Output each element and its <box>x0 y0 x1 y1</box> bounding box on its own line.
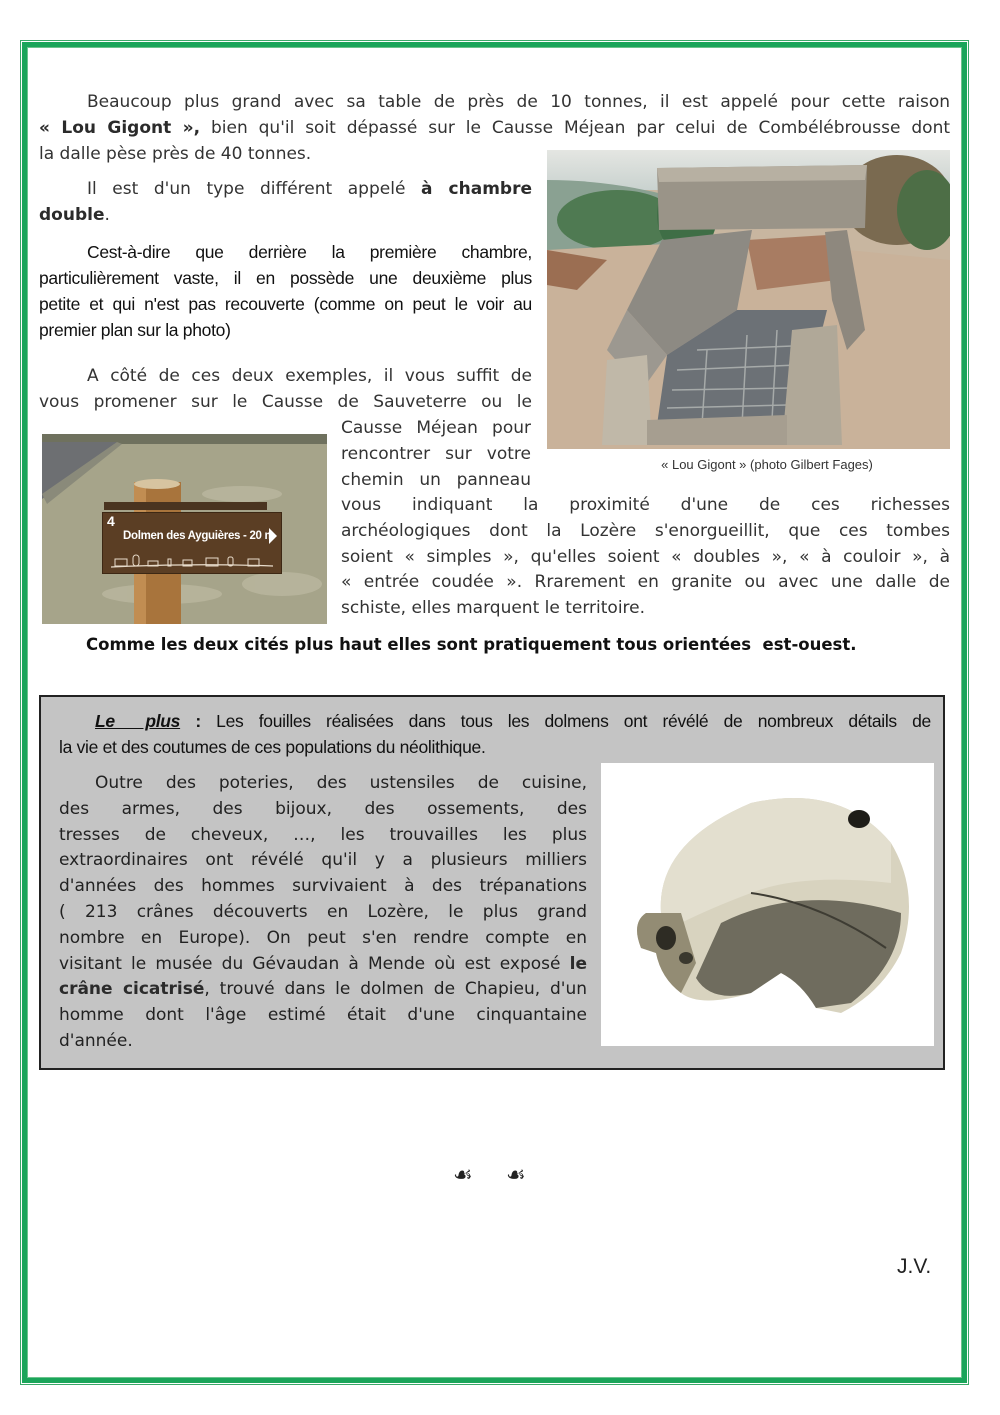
text-line: schiste, elles marquent le territoire. <box>341 598 646 619</box>
dolmen-photo <box>547 150 950 449</box>
paragraph-walk-wide <box>341 493 950 622</box>
text-line <box>59 977 587 1003</box>
text-fragment: visitant le musée du Gévaudan à Mende où est exposé <box>59 953 570 974</box>
text-fragment: Les fouilles réalisées dans tous les dolmens ont révélé de nombreux détails de <box>216 711 931 731</box>
text-line: rencontrer sur votre <box>341 443 531 464</box>
sign-label: Dolmen des Ayguières - 20 m <box>123 530 275 542</box>
sign-number: 4 <box>107 513 115 529</box>
text-line: particulièrement vaste, il en possède une deuxième plus <box>39 268 532 288</box>
trepanned-skull-illustration <box>601 763 934 1046</box>
text-line: A côté de ces deux exemples, il vous suffit de <box>87 366 532 386</box>
text-line: des armes, des bijoux, des ossements, des <box>59 798 587 819</box>
megalith-skyline-icon <box>103 551 281 571</box>
arrow-right-icon <box>269 528 277 544</box>
text-line: chemin un panneau <box>341 469 531 490</box>
dolmen-name: « Lou Gigont », <box>39 117 201 138</box>
dolmen-illustration <box>547 150 950 449</box>
fleuron-ornament-icon: ☙ <box>506 1163 526 1188</box>
text-line: archéologiques dont la Lozère s'enorgueillit, que ces tombes <box>341 520 950 541</box>
le-plus-heading: Le plus <box>95 711 181 731</box>
paragraph-walk-intro <box>39 364 532 416</box>
paragraph-type <box>39 177 532 229</box>
text-line: homme dont l'âge estimé était d'une cinquantaine <box>59 1005 587 1026</box>
dolmen-photo-caption: « Lou Gigont » (photo Gilbert Fages) <box>661 457 873 472</box>
paragraph-walk-narrow <box>341 416 531 493</box>
bold-term: à chambre <box>420 179 532 199</box>
paragraph-double-chamber <box>39 239 532 343</box>
text-line: d'années des hommes survivaient à des trépanations <box>59 876 587 897</box>
author-signature: J.V. <box>897 1255 932 1278</box>
bold-term: double <box>39 204 105 225</box>
text-line: la dalle pèse près de 40 tonnes. <box>39 143 312 164</box>
text-line: la vie et des coutumes de ces populations du néolithique. <box>59 736 486 757</box>
text-line: Beaucoup plus grand avec sa table de près de 10 tonnes, il est appelé pour cette raison <box>87 92 950 112</box>
orientation-note: Comme les deux cités plus haut elles sont pratiquement tous orientées est-ouest. <box>86 635 857 654</box>
le-plus-intro <box>59 709 931 761</box>
text-line: soient « simples », qu'elles soient « doubles », « à couloir », à <box>341 546 950 567</box>
text-line: extraordinaires ont révélé qu'il y a plusieurs milliers <box>59 850 587 871</box>
le-plus-body <box>59 771 587 1055</box>
text-line: tresses de cheveux, …, les trouvailles les plus <box>59 824 587 845</box>
text-fragment: , trouvé dans le dolmen de Chapieu, d'un <box>204 979 587 1000</box>
sign-photo <box>42 434 327 624</box>
text-fragment: . <box>104 204 110 225</box>
colon: : <box>180 711 217 731</box>
text-line <box>39 177 532 203</box>
text-line: Outre des poteries, des ustensiles de cuisine, <box>95 773 587 793</box>
text-line <box>59 952 587 978</box>
text-line: Causse Méjean pour <box>341 418 531 438</box>
text-line <box>39 116 950 142</box>
trail-sign <box>102 512 282 574</box>
fleuron-ornament-icon: ☙ <box>453 1163 473 1188</box>
text-fragment: Il est d'un type différent appelé <box>87 179 421 199</box>
bold-term: crâne cicatrisé <box>59 979 205 1000</box>
text-line: d'année. <box>59 1030 133 1051</box>
le-plus-box <box>39 695 945 1070</box>
text-line <box>59 709 931 735</box>
text-line: vous promener sur le Causse de Sauveterre ou le <box>39 391 532 412</box>
bold-term: le <box>569 953 587 974</box>
text-line: « entrée coudée ». Rrarement en granite ou avec une dalle de <box>341 572 950 593</box>
text-fragment: bien qu'il soit dépassé sur le Causse Méjean par celui de Combélébrousse dont <box>200 117 951 138</box>
text-line: petite et qui n'est pas recouverte (comme on peut le voir au <box>39 294 532 314</box>
text-line: nombre en Europe). On peut s'en rendre compte en <box>59 927 587 948</box>
text-line <box>39 203 532 229</box>
text-line: premier plan sur la photo) <box>39 320 231 340</box>
text-line: vous indiquant la proximité d'une de ces richesses <box>341 495 950 515</box>
text-line: ( 213 crânes découverts en Lozère, le plus grand <box>59 901 587 922</box>
skull-photo <box>601 763 934 1046</box>
text-line: Cest-à-dire que derrière la première chambre, <box>87 242 532 262</box>
